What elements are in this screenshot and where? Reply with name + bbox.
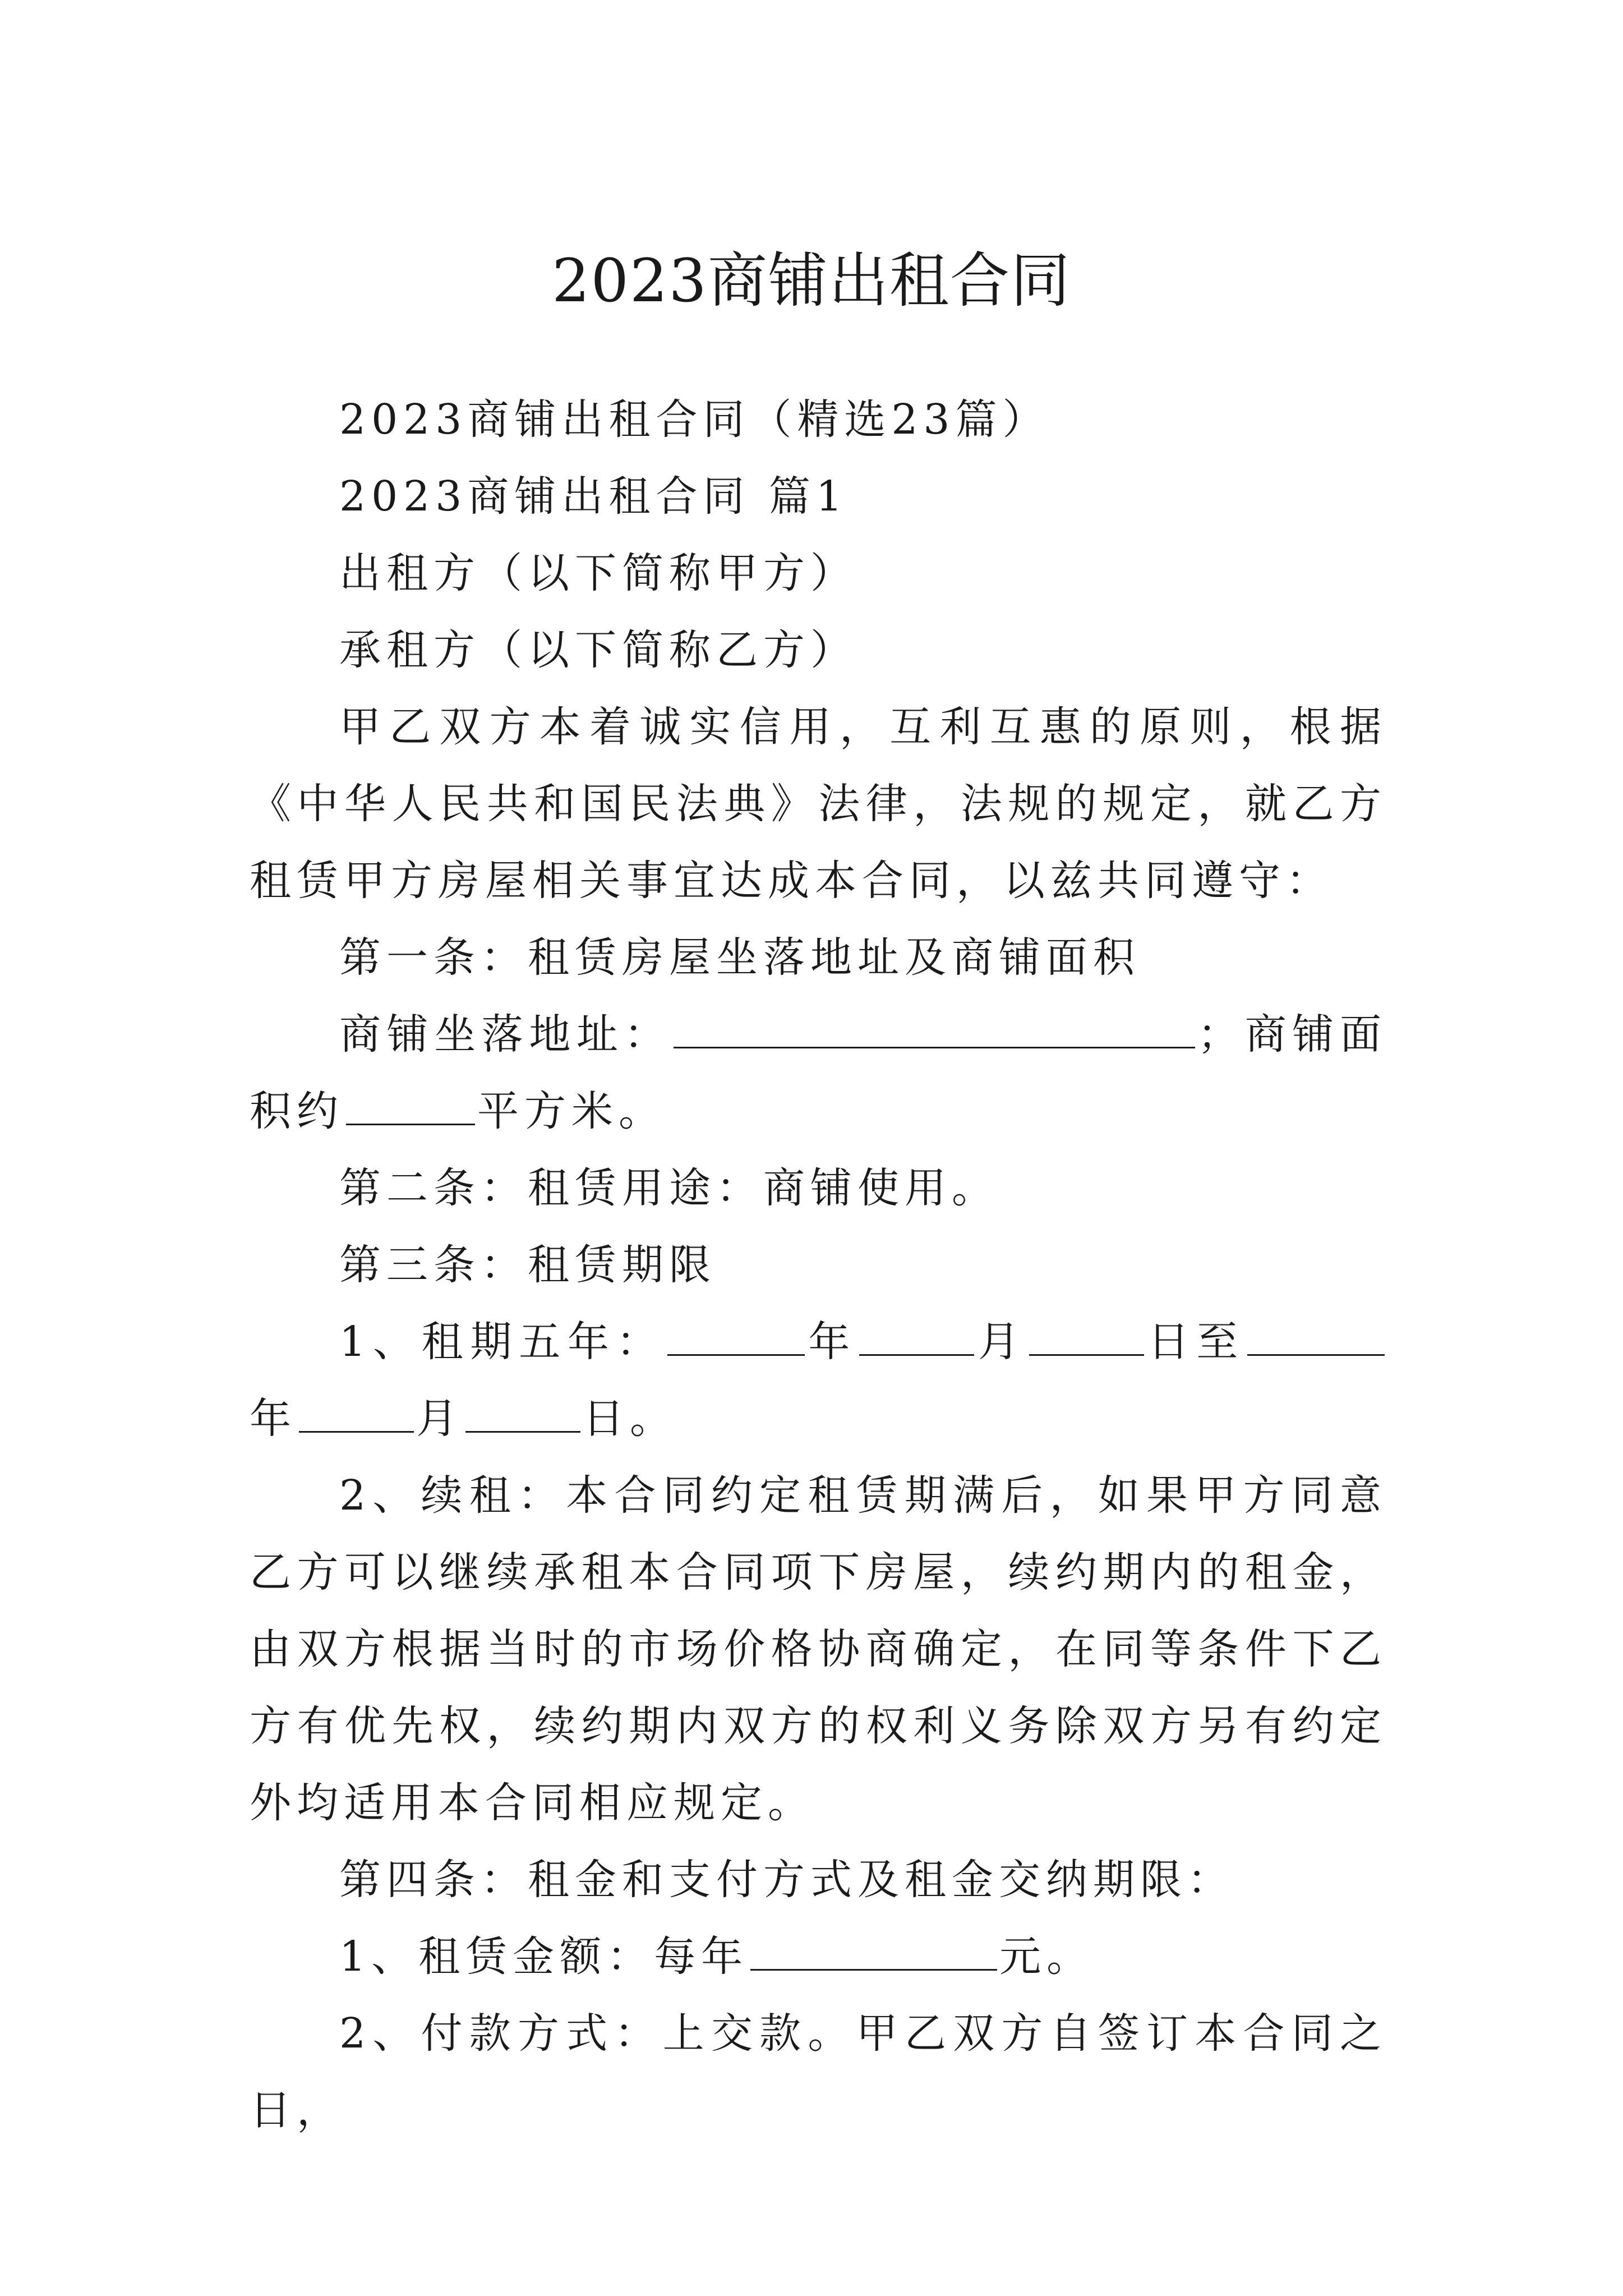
area-unit: 平方米。	[477, 1087, 666, 1135]
paragraph-lessee: 承租方（以下简称乙方）	[339, 626, 857, 674]
paragraph-part-heading: 2023商铺出租合同 篇1	[339, 472, 848, 521]
start-month-blank	[859, 1315, 974, 1356]
end-month-blank-1	[299, 1392, 414, 1433]
paragraph-article-4: 第四条：租金和支付方式及租金交纳期限：	[339, 1856, 1234, 1904]
paragraph-article-1: 第一条：租赁房屋坐落地址及商铺面积	[339, 933, 1140, 982]
month-label-2: 月	[416, 1395, 463, 1443]
address-blank	[674, 1007, 1195, 1048]
paragraph-term	[250, 1304, 1387, 1457]
day-end-label: 日。	[583, 1395, 677, 1443]
document-title: 2023商铺出租合同	[552, 246, 1071, 316]
rent-unit: 元。	[999, 1932, 1094, 1981]
area-blank	[346, 1084, 475, 1125]
term-label: 1、租期五年：	[339, 1318, 665, 1366]
start-year-blank	[667, 1315, 805, 1356]
paragraph-article-2: 第二条：租赁用途：商铺使用。	[339, 1164, 999, 1212]
paragraph-article-3: 第三条：租赁期限	[339, 1241, 716, 1289]
month-label: 月	[976, 1318, 1027, 1366]
rent-blank	[750, 1930, 997, 1971]
paragraph-lessor: 出租方（以下简称甲方）	[339, 549, 857, 597]
paragraph-address	[250, 996, 1387, 1150]
paragraph-renewal: 2、续租：本合同约定租赁期满后，如果甲方同意乙方可以继续承租本合同项下房屋，续约期内的租金，由双方根据当时的市场价格协商确定，在同等条件下乙方有优先权，续约期内双方的权利义务除双方另有约定外均适用本合同相应规定。	[250, 1471, 1387, 1827]
paragraph-payment-method: 2、付款方式：上交款。甲乙双方自签订本合同之日，	[250, 2009, 1387, 2134]
end-day-blank	[465, 1392, 580, 1433]
document-body	[250, 381, 1387, 2149]
year-label: 年	[806, 1318, 857, 1366]
rent-label: 1、租赁金额：每年	[339, 1932, 749, 1981]
start-day-blank	[1029, 1315, 1144, 1356]
address-label: 商铺坐落地址：	[339, 1010, 672, 1059]
paragraph-collection-title: 2023商铺出租合同（精选23篇）	[339, 395, 1050, 444]
paragraph-rent-amount	[250, 1918, 1387, 1995]
paragraph-preamble: 甲乙双方本着诚实信用，互利互惠的原则，根据《中华人民共和国民法典》法律，法规的规定，就乙方租赁甲方房屋相关事宜达成本合同，以兹共同遵守：	[250, 703, 1387, 905]
area-label: ；商铺面积约	[250, 1010, 1387, 1135]
day-to-label: 日至	[1146, 1318, 1246, 1366]
year-label-2: 年	[250, 1395, 297, 1443]
end-year-blank	[1247, 1315, 1385, 1356]
